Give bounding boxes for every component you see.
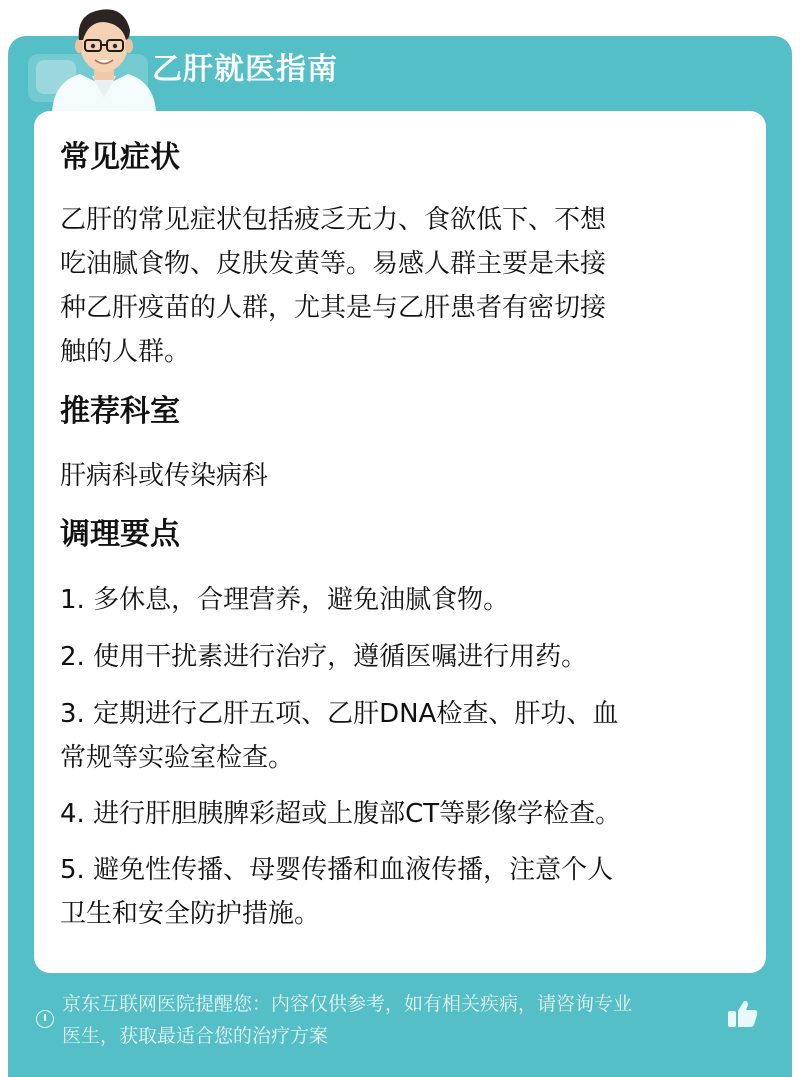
doctor-avatar	[44, 0, 164, 112]
symptoms-heading: 常见症状	[60, 140, 180, 175]
care-line: 3. 定期进行乙肝五项、乙肝DNA检查、肝功、血	[60, 699, 619, 729]
symptoms-line: 吃油腻食物、皮肤发黄等。易感人群主要是未接	[60, 249, 607, 279]
symptoms-line: 种乙肝疫苗的人群，尤其是与乙肝患者有密切接	[60, 293, 607, 323]
care-heading: 调理要点	[60, 517, 180, 552]
symptoms-line: 触的人群。	[60, 337, 191, 367]
symptoms-text	[60, 198, 730, 374]
care-line: 常规等实验室检查。	[60, 743, 295, 773]
department-line: 肝病科或传染病科	[60, 461, 269, 491]
department-heading: 推荐科室	[60, 394, 180, 429]
care-line: 5. 避免性传播、母婴传播和血液传播，注意个人	[60, 855, 614, 885]
care-line: 2. 使用干扰素进行治疗，遵循医嘱进行用药。	[60, 642, 588, 672]
symptoms-line: 乙肝的常见症状包括疲乏无力、食欲低下、不想	[60, 205, 607, 235]
care-item-4	[60, 792, 730, 836]
care-line: 1. 多休息，合理营养，避免油腻食物。	[60, 585, 510, 615]
thumbs-up-icon[interactable]	[724, 996, 760, 1032]
info-icon	[36, 1010, 54, 1028]
disclaimer-text	[62, 988, 730, 1052]
department-text	[60, 454, 730, 498]
page-title: 乙肝就医指南	[152, 52, 338, 87]
disclaimer-line: 京东互联网医院提醒您：内容仅供参考，如有相关疾病，请咨询专业	[62, 993, 633, 1015]
care-item-2	[60, 635, 730, 679]
care-item-1	[60, 578, 730, 622]
care-line: 卫生和安全防护措施。	[60, 899, 321, 929]
disclaimer-line: 医生，获取最适合您的治疗方案	[62, 1025, 329, 1047]
care-line: 4. 进行肝胆胰脾彩超或上腹部CT等影像学检查。	[60, 799, 622, 829]
care-item-3	[60, 692, 730, 780]
care-item-5	[60, 848, 730, 936]
